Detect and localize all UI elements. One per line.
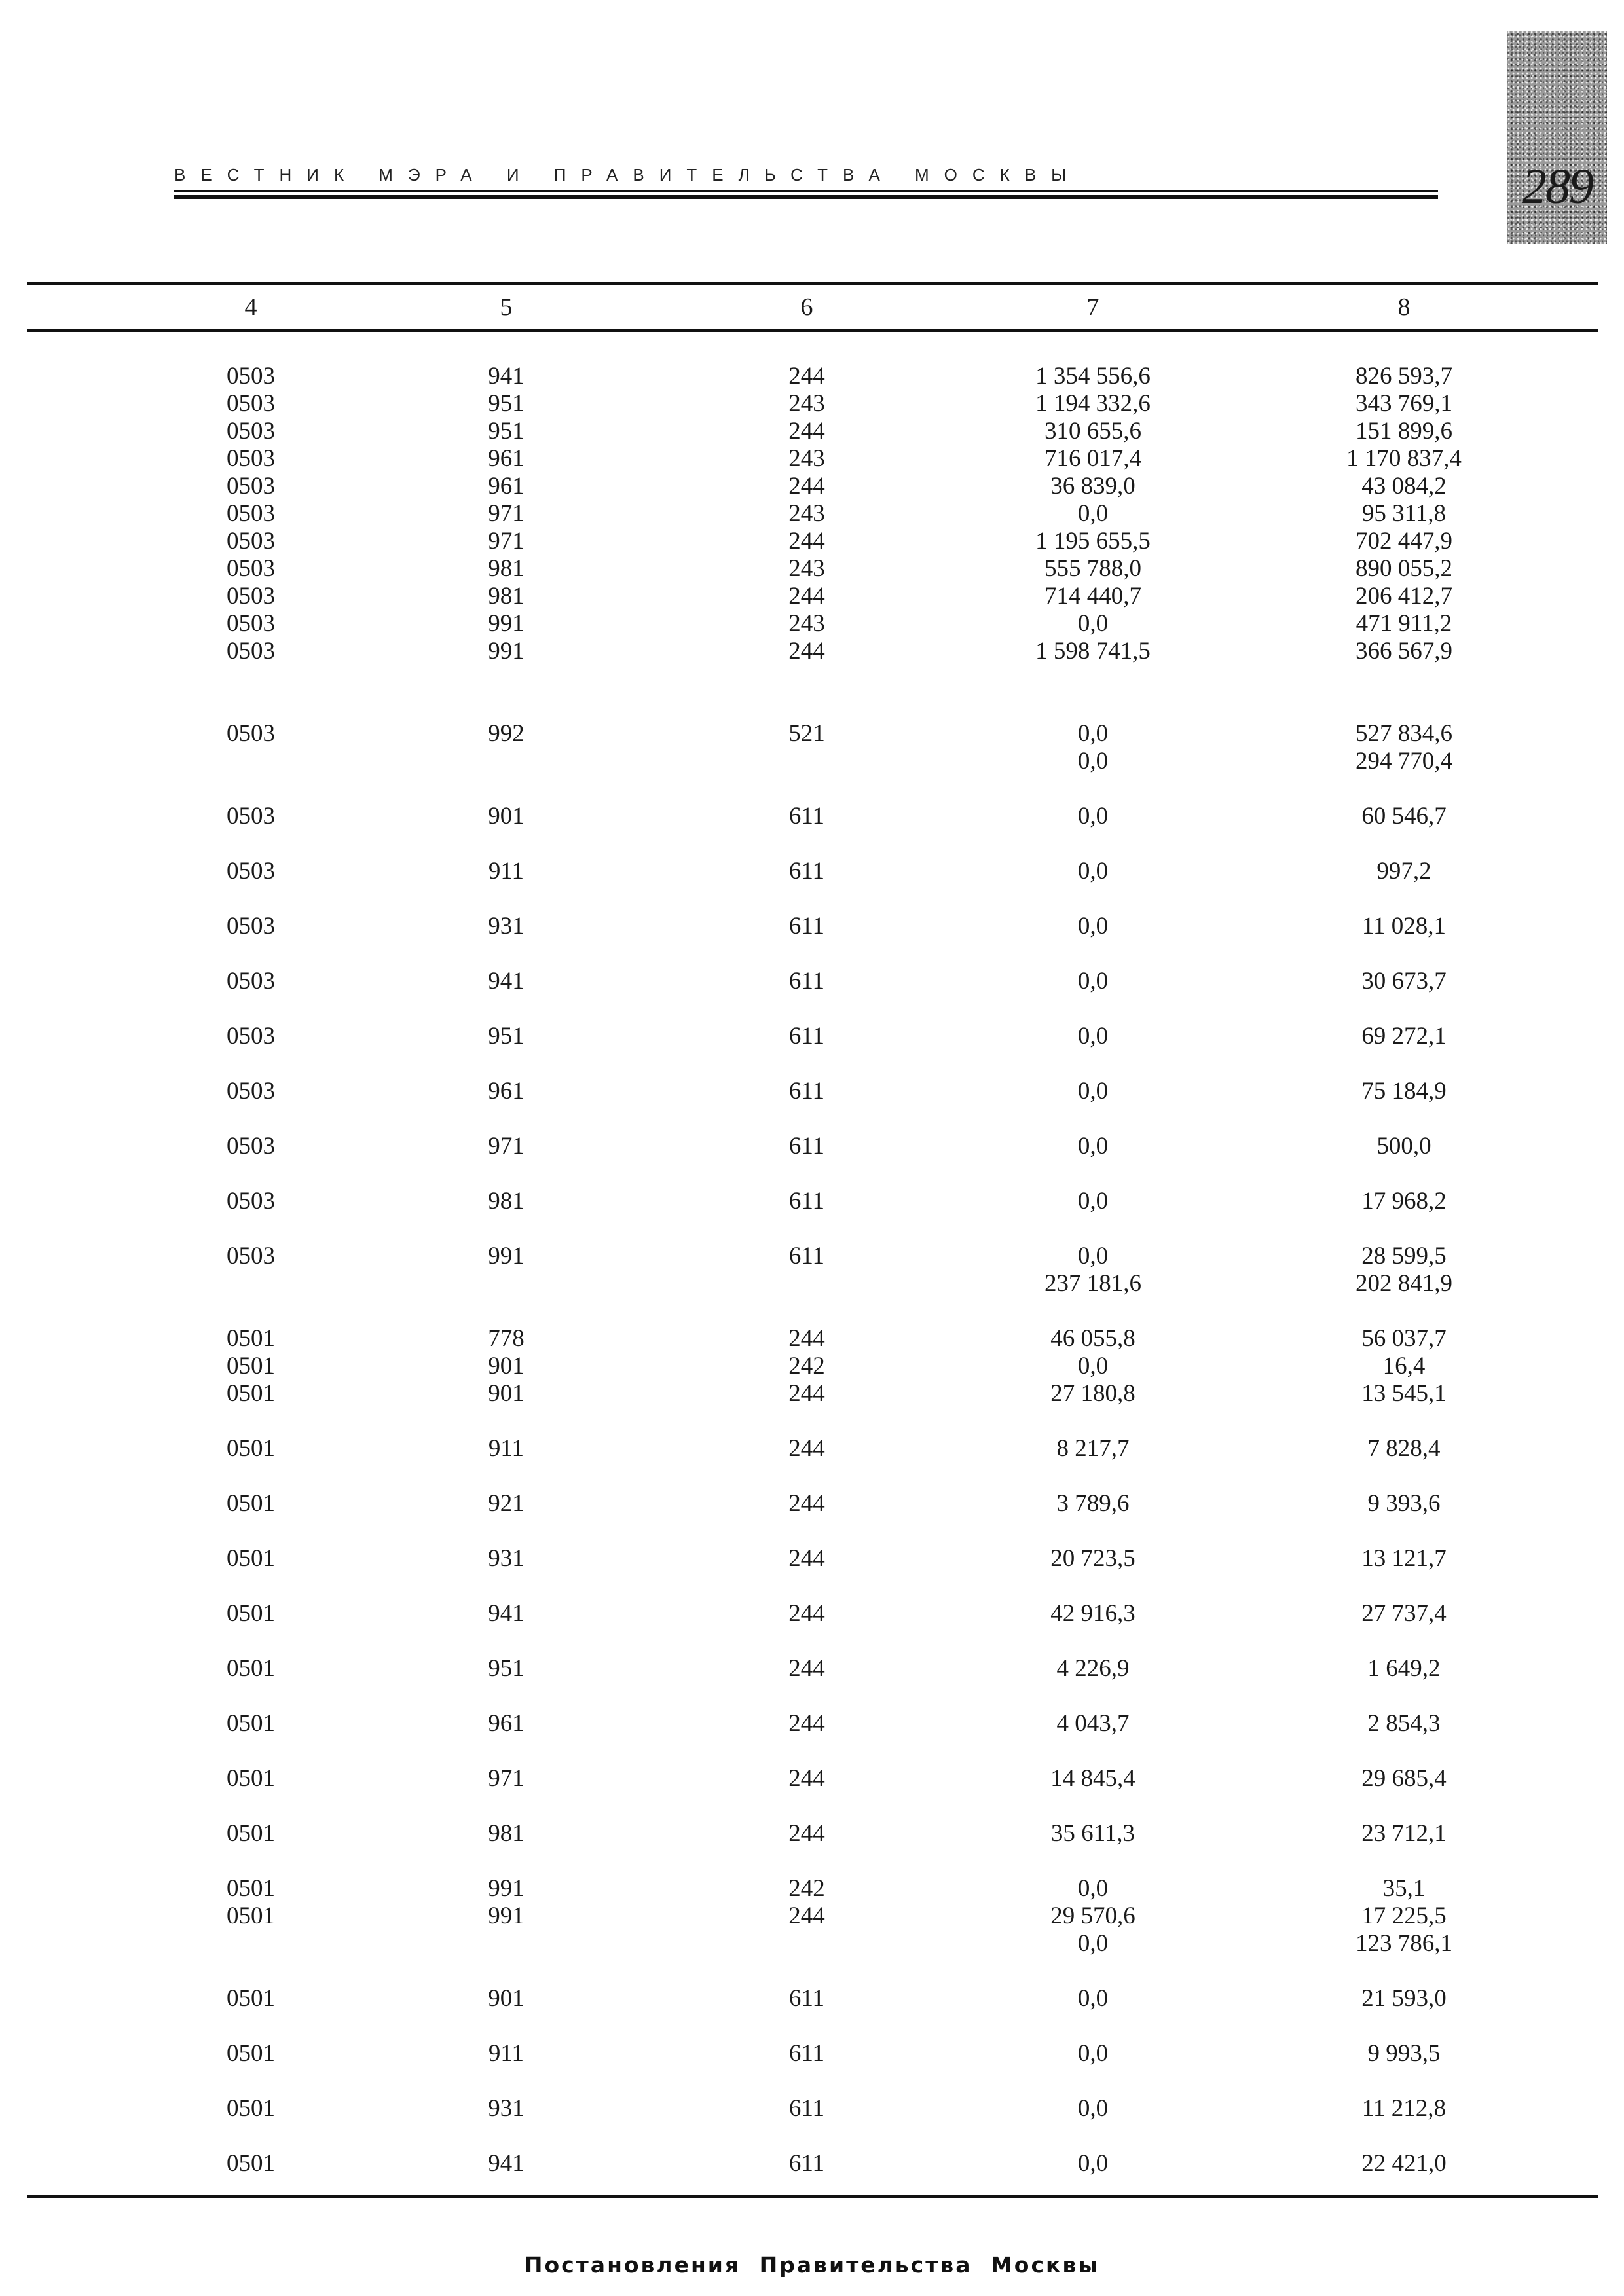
table-cell-col7: 0,0 <box>1077 2150 1109 2177</box>
table-cell-col8: 294 770,4 <box>1356 748 1452 774</box>
table-cell-col5: 991 <box>488 1903 525 1929</box>
table-cell-col7: 29 570,6 <box>1050 1903 1135 1929</box>
table-cell-col8: 28 599,5 <box>1361 1243 1447 1269</box>
table-cell-col4: 0503 <box>227 858 275 884</box>
table-cell-col7: 4 043,7 <box>1056 1710 1130 1737</box>
table-cell-col6: 244 <box>788 1600 825 1627</box>
table-cell-col5: 901 <box>488 1380 525 1407</box>
table-cell-col8: 17 968,2 <box>1361 1188 1447 1214</box>
column-header: 4 <box>244 293 257 321</box>
table-cell-col7: 14 845,4 <box>1050 1765 1135 1792</box>
column-header: 6 <box>800 293 813 321</box>
table-cell-col6: 243 <box>788 555 825 582</box>
table-top-rule <box>27 282 1598 285</box>
table-cell-col6: 244 <box>788 638 825 665</box>
table-cell-col4: 0503 <box>227 555 275 582</box>
table-cell-col8: 9 393,6 <box>1367 1490 1441 1517</box>
table-cell-col4: 0501 <box>227 2150 275 2177</box>
table-cell-col4: 0503 <box>227 418 275 445</box>
table-cell-col5: 941 <box>488 363 525 390</box>
table-cell-col7: 716 017,4 <box>1044 445 1141 472</box>
table-cell-col7: 237 181,6 <box>1044 1270 1141 1297</box>
masthead-rule-thick <box>174 195 1438 199</box>
table-cell-col8: 7 828,4 <box>1367 1435 1441 1462</box>
table-cell-col6: 611 <box>788 1133 825 1159</box>
table-cell-col5: 951 <box>488 418 525 445</box>
table-cell-col5: 971 <box>488 500 525 527</box>
table-cell-col4: 0501 <box>227 1903 275 1929</box>
table-cell-col8: 43 084,2 <box>1361 473 1447 500</box>
table-cell-col7: 27 180,8 <box>1050 1380 1135 1407</box>
table-cell-col7: 0,0 <box>1077 2040 1109 2067</box>
table-cell-col4: 0501 <box>227 1820 275 1847</box>
column-header: 5 <box>500 293 513 321</box>
table-cell-col5: 981 <box>488 583 525 610</box>
table-cell-col5: 961 <box>488 445 525 472</box>
table-cell-col4: 0501 <box>227 1353 275 1379</box>
table-cell-col8: 69 272,1 <box>1361 1023 1447 1049</box>
table-cell-col8: 75 184,9 <box>1361 1078 1447 1104</box>
table-cell-col6: 611 <box>788 1985 825 2012</box>
table-cell-col5: 778 <box>488 1325 525 1352</box>
table-cell-col6: 611 <box>788 968 825 994</box>
table-cell-col6: 244 <box>788 473 825 500</box>
table-cell-col5: 961 <box>488 1078 525 1104</box>
table-cell-col6: 243 <box>788 500 825 527</box>
table-cell-col8: 11 212,8 <box>1361 2095 1447 2122</box>
table-cell-col6: 243 <box>788 445 825 472</box>
table-cell-col6: 244 <box>788 528 825 555</box>
table-cell-col6: 611 <box>788 803 825 829</box>
table-cell-col7: 36 839,0 <box>1050 473 1135 500</box>
table-cell-col5: 901 <box>488 1353 525 1379</box>
table-cell-col6: 244 <box>788 1655 825 1682</box>
table-cell-col8: 22 421,0 <box>1361 2150 1447 2177</box>
table-cell-col6: 521 <box>788 720 825 747</box>
table-cell-col4: 0501 <box>227 1380 275 1407</box>
table-cell-col5: 992 <box>488 720 525 747</box>
table-cell-col5: 951 <box>488 390 525 417</box>
table-cell-col5: 921 <box>488 1490 525 1517</box>
table-header-rule <box>27 329 1598 332</box>
table-cell-col8: 366 567,9 <box>1356 638 1452 665</box>
table-cell-col6: 242 <box>788 1353 825 1379</box>
table-cell-col7: 1 598 741,5 <box>1035 638 1151 665</box>
table-cell-col6: 244 <box>788 1710 825 1737</box>
table-cell-col7: 0,0 <box>1077 913 1109 939</box>
table-cell-col7: 3 789,6 <box>1056 1490 1130 1517</box>
table-cell-col4: 0503 <box>227 390 275 417</box>
table-cell-col8: 13 545,1 <box>1361 1380 1447 1407</box>
table-cell-col4: 0503 <box>227 803 275 829</box>
table-cell-col8: 16,4 <box>1382 1353 1426 1379</box>
table-cell-col6: 243 <box>788 610 825 637</box>
table-cell-col5: 981 <box>488 1188 525 1214</box>
table-cell-col5: 991 <box>488 638 525 665</box>
table-cell-col6: 244 <box>788 1435 825 1462</box>
table-cell-col7: 0,0 <box>1077 968 1109 994</box>
table-cell-col7: 0,0 <box>1077 1023 1109 1049</box>
table-cell-col6: 244 <box>788 1765 825 1792</box>
table-cell-col6: 244 <box>788 1820 825 1847</box>
table-cell-col6: 611 <box>788 1078 825 1104</box>
table-cell-col4: 0503 <box>227 1243 275 1269</box>
table-cell-col4: 0503 <box>227 500 275 527</box>
table-cell-col7: 35 611,3 <box>1050 1820 1135 1847</box>
table-cell-col5: 971 <box>488 528 525 555</box>
table-cell-col4: 0503 <box>227 638 275 665</box>
table-cell-col6: 611 <box>788 1243 825 1269</box>
table-cell-col5: 981 <box>488 1820 525 1847</box>
table-cell-col8: 202 841,9 <box>1356 1270 1452 1297</box>
table-cell-col6: 242 <box>788 1875 825 1902</box>
table-cell-col8: 27 737,4 <box>1361 1600 1447 1627</box>
table-cell-col5: 901 <box>488 1985 525 2012</box>
table-cell-col5: 941 <box>488 1600 525 1627</box>
table-cell-col8: 151 899,6 <box>1356 418 1452 445</box>
table-cell-col8: 11 028,1 <box>1361 913 1447 939</box>
table-cell-col7: 0,0 <box>1077 1078 1109 1104</box>
table-cell-col4: 0503 <box>227 913 275 939</box>
table-cell-col4: 0501 <box>227 1545 275 1572</box>
table-cell-col4: 0501 <box>227 1985 275 2012</box>
table-cell-col6: 611 <box>788 2150 825 2177</box>
table-cell-col4: 0503 <box>227 1133 275 1159</box>
table-cell-col5: 961 <box>488 473 525 500</box>
table-cell-col4: 0501 <box>227 1875 275 1902</box>
table-cell-col4: 0501 <box>227 1325 275 1352</box>
table-cell-col7: 0,0 <box>1077 1875 1109 1902</box>
table-cell-col5: 911 <box>488 1435 525 1462</box>
table-cell-col4: 0501 <box>227 1765 275 1792</box>
table-cell-col4: 0501 <box>227 1435 275 1462</box>
table-cell-col4: 0503 <box>227 445 275 472</box>
table-cell-col4: 0503 <box>227 968 275 994</box>
table-cell-col7: 0,0 <box>1077 1133 1109 1159</box>
table-cell-col6: 244 <box>788 363 825 390</box>
table-cell-col5: 941 <box>488 968 525 994</box>
table-cell-col8: 95 311,8 <box>1361 500 1447 527</box>
table-cell-col8: 890 055,2 <box>1356 555 1452 582</box>
table-cell-col7: 1 194 332,6 <box>1035 390 1151 417</box>
table-cell-col7: 310 655,6 <box>1044 418 1141 445</box>
table-cell-col8: 1 649,2 <box>1367 1655 1441 1682</box>
table-cell-col6: 244 <box>788 583 825 610</box>
table-cell-col7: 555 788,0 <box>1044 555 1141 582</box>
table-cell-col4: 0501 <box>227 2040 275 2067</box>
table-cell-col7: 4 226,9 <box>1056 1655 1130 1682</box>
table-cell-col5: 991 <box>488 1875 525 1902</box>
table-cell-col5: 971 <box>488 1765 525 1792</box>
table-cell-col8: 471 911,2 <box>1356 610 1452 637</box>
table-cell-col6: 244 <box>788 1545 825 1572</box>
column-header: 8 <box>1397 293 1411 321</box>
table-cell-col5: 931 <box>488 2095 525 2122</box>
table-cell-col7: 1 354 556,6 <box>1035 363 1151 390</box>
table-cell-col4: 0503 <box>227 1078 275 1104</box>
table-cell-col8: 30 673,7 <box>1361 968 1447 994</box>
table-cell-col4: 0503 <box>227 583 275 610</box>
table-cell-col4: 0501 <box>227 1710 275 1737</box>
table-cell-col7: 0,0 <box>1077 1243 1109 1269</box>
table-cell-col7: 0,0 <box>1077 500 1109 527</box>
table-cell-col6: 611 <box>788 1188 825 1214</box>
table-cell-col8: 13 121,7 <box>1361 1545 1447 1572</box>
table-cell-col6: 611 <box>788 913 825 939</box>
table-cell-col7: 0,0 <box>1077 720 1109 747</box>
table-cell-col4: 0503 <box>227 720 275 747</box>
table-cell-col4: 0501 <box>227 1600 275 1627</box>
table-cell-col8: 1 170 837,4 <box>1346 445 1462 472</box>
table-cell-col8: 23 712,1 <box>1361 1820 1447 1847</box>
table-cell-col5: 911 <box>488 858 525 884</box>
table-cell-col4: 0503 <box>227 610 275 637</box>
table-cell-col8: 29 685,4 <box>1361 1765 1447 1792</box>
table-cell-col6: 244 <box>788 1380 825 1407</box>
table-cell-col8: 123 786,1 <box>1356 1930 1452 1957</box>
table-cell-col4: 0501 <box>227 1655 275 1682</box>
table-cell-col7: 0,0 <box>1077 1930 1109 1957</box>
table-cell-col5: 931 <box>488 1545 525 1572</box>
table-cell-col8: 702 447,9 <box>1356 528 1452 555</box>
table-cell-col6: 244 <box>788 1325 825 1352</box>
table-cell-col4: 0501 <box>227 1490 275 1517</box>
table-cell-col4: 0503 <box>227 473 275 500</box>
column-header: 7 <box>1086 293 1099 321</box>
table-cell-col7: 46 055,8 <box>1050 1325 1135 1352</box>
table-bottom-rule <box>27 2195 1598 2198</box>
table-cell-col8: 35,1 <box>1382 1875 1426 1902</box>
table-cell-col5: 991 <box>488 1243 525 1269</box>
table-cell-col8: 9 993,5 <box>1367 2040 1441 2067</box>
table-cell-col8: 56 037,7 <box>1361 1325 1447 1352</box>
table-cell-col4: 0501 <box>227 2095 275 2122</box>
table-cell-col7: 0,0 <box>1077 1985 1109 2012</box>
table-cell-col8: 527 834,6 <box>1356 720 1452 747</box>
table-cell-col7: 0,0 <box>1077 2095 1109 2122</box>
table-cell-col4: 0503 <box>227 363 275 390</box>
table-cell-col5: 991 <box>488 610 525 637</box>
masthead-rule-thin <box>174 190 1438 192</box>
table-cell-col8: 21 593,0 <box>1361 1985 1447 2012</box>
table-cell-col7: 0,0 <box>1077 1353 1109 1379</box>
table-cell-col7: 1 195 655,5 <box>1035 528 1151 555</box>
table-cell-col8: 500,0 <box>1376 1133 1431 1159</box>
table-cell-col6: 611 <box>788 1023 825 1049</box>
table-cell-col5: 951 <box>488 1023 525 1049</box>
table-cell-col5: 901 <box>488 803 525 829</box>
table-cell-col7: 8 217,7 <box>1056 1435 1130 1462</box>
table-cell-col5: 961 <box>488 1710 525 1737</box>
table-cell-col8: 60 546,7 <box>1361 803 1447 829</box>
table-cell-col7: 0,0 <box>1077 858 1109 884</box>
table-cell-col7: 0,0 <box>1077 1188 1109 1214</box>
table-cell-col7: 714 440,7 <box>1044 583 1141 610</box>
table-cell-col6: 611 <box>788 858 825 884</box>
page-number-box <box>1507 31 1607 244</box>
table-cell-col8: 206 412,7 <box>1356 583 1452 610</box>
table-cell-col5: 931 <box>488 913 525 939</box>
table-cell-col6: 244 <box>788 1490 825 1517</box>
table-cell-col5: 951 <box>488 1655 525 1682</box>
table-cell-col7: 0,0 <box>1077 803 1109 829</box>
table-cell-col7: 0,0 <box>1077 748 1109 774</box>
table-cell-col7: 42 916,3 <box>1050 1600 1135 1627</box>
table-cell-col4: 0503 <box>227 528 275 555</box>
table-cell-col7: 0,0 <box>1077 610 1109 637</box>
journal-title: ВЕСТНИК МЭРА И ПРАВИТЕЛЬСТВА МОСКВЫ <box>174 165 1082 185</box>
table-cell-col6: 611 <box>788 2095 825 2122</box>
table-cell-col5: 941 <box>488 2150 525 2177</box>
table-cell-col8: 997,2 <box>1376 858 1431 884</box>
table-cell-col8: 343 769,1 <box>1356 390 1452 417</box>
table-cell-col6: 244 <box>788 418 825 445</box>
table-cell-col5: 981 <box>488 555 525 582</box>
table-cell-col8: 17 225,5 <box>1361 1903 1447 1929</box>
table-cell-col4: 0503 <box>227 1023 275 1049</box>
table-cell-col8: 826 593,7 <box>1356 363 1452 390</box>
table-cell-col7: 20 723,5 <box>1050 1545 1135 1572</box>
table-cell-col6: 244 <box>788 1903 825 1929</box>
table-cell-col5: 911 <box>488 2040 525 2067</box>
table-cell-col6: 243 <box>788 390 825 417</box>
table-cell-col4: 0503 <box>227 1188 275 1214</box>
table-cell-col8: 2 854,3 <box>1367 1710 1441 1737</box>
page-number: 289 <box>1522 159 1593 214</box>
table-cell-col6: 611 <box>788 2040 825 2067</box>
table-cell-col5: 971 <box>488 1133 525 1159</box>
footer-section-title: Постановления Правительства Москвы <box>524 2252 1100 2278</box>
